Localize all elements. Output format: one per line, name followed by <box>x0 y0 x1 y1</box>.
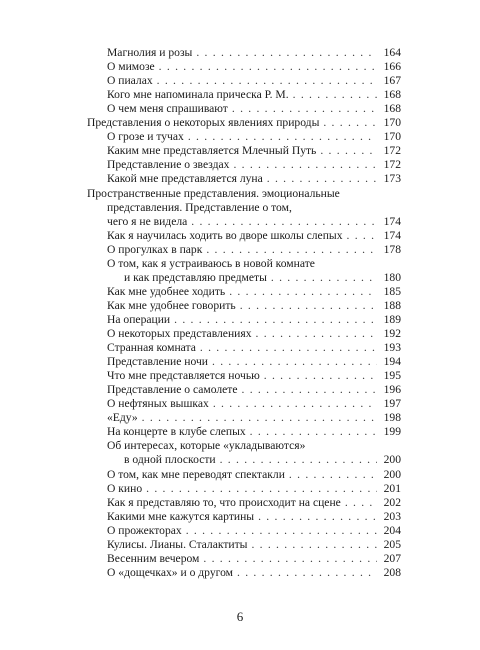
dot-leader <box>159 60 377 74</box>
toc-entry-title-line: представления. Представление о том, <box>107 200 292 214</box>
dot-leader <box>174 313 377 327</box>
toc-entry-page: 208 <box>383 565 401 579</box>
dot-leader <box>229 285 377 299</box>
toc-entry-page: 198 <box>383 411 401 425</box>
toc-entry-page: 170 <box>383 130 401 144</box>
dot-leader <box>267 172 377 186</box>
dot-leader <box>251 538 377 552</box>
toc-entry-page: 164 <box>383 46 401 59</box>
toc-entry <box>107 215 401 229</box>
dot-leader <box>320 144 377 158</box>
toc-entry <box>107 144 401 158</box>
toc-entry-title: Магнолия и розы <box>107 46 193 59</box>
toc-entry-page: 172 <box>383 144 401 158</box>
toc-entry-title: Каким мне представляется Млечный Путь <box>107 144 317 158</box>
toc-entry-title: Кого мне напоминала прическа Р. М. <box>107 88 289 102</box>
toc-entry-title: О некоторых представлениях <box>107 327 252 340</box>
toc-entry-title: Весенним вечером <box>107 551 200 565</box>
toc-entry-page: 201 <box>383 481 401 495</box>
toc-entry-title: На концерте в клубе слепых <box>107 425 246 439</box>
toc-entry-page: 170 <box>383 116 401 130</box>
toc-entry <box>107 383 401 397</box>
toc-entry <box>107 341 401 355</box>
toc-entry-page: 192 <box>383 327 401 340</box>
toc-entry-page: 172 <box>383 158 401 172</box>
toc-entry-title: О прогулках в парк <box>107 242 203 256</box>
toc-entry-title-line: О том, как я устраиваюсь в новой комнате <box>107 256 315 270</box>
toc-entry-page: 167 <box>383 74 401 88</box>
toc-entry-page: 166 <box>383 60 401 74</box>
toc-entry-title: в одной плоскости <box>124 453 216 467</box>
toc-entry <box>107 510 401 524</box>
toc-entry-page: 173 <box>383 172 401 186</box>
toc-entry-page: 193 <box>383 341 401 355</box>
toc-entry-title: Представления о некоторых явлениях природы <box>87 116 320 130</box>
toc-entry-title: Кулисы. Лианы. Сталактиты <box>107 537 248 551</box>
toc-entry-page: 174 <box>383 228 401 242</box>
toc-entry-title: О кино <box>107 481 143 495</box>
toc-entry <box>107 130 401 144</box>
toc-entry-page: 168 <box>383 88 401 102</box>
toc-entry <box>107 46 401 60</box>
toc-entry-page: 200 <box>383 453 401 467</box>
toc-entry-title: «Еду» <box>107 411 138 425</box>
dot-leader <box>233 158 377 172</box>
dot-leader <box>256 327 378 341</box>
toc-entry <box>107 313 401 327</box>
toc-entry-page: 203 <box>383 509 401 523</box>
toc-entry <box>87 116 401 130</box>
toc-entry-title: Как я научилась ходить во дворе школы слепых <box>107 228 343 242</box>
toc-entry-title-line: Об интересах, которые «укладываются» <box>107 439 306 453</box>
toc-entry-page: 205 <box>383 537 401 551</box>
toc-entry <box>107 496 401 510</box>
toc-entry-title: О чем меня спрашивают <box>107 102 228 116</box>
toc-entry-title: Как я представляю то, что происходит на сцене <box>107 495 341 509</box>
dot-leader <box>188 130 377 144</box>
dot-leader <box>206 243 377 257</box>
toc-entry-title: О том, как мне переводят спектакли <box>107 467 285 481</box>
dot-leader <box>213 397 377 411</box>
page-number: 6 <box>236 609 244 624</box>
toc-entry-title: Какими мне кажутся картины <box>107 509 255 523</box>
toc-entry-title: чего я не видела <box>107 214 188 228</box>
toc-entry-title: О пиалах <box>107 74 153 88</box>
toc-entry <box>107 60 401 74</box>
dot-leader <box>142 411 377 425</box>
dot-leader <box>323 116 377 130</box>
toc-entry-page: 200 <box>383 467 401 481</box>
dot-leader <box>293 88 377 102</box>
toc-entry-page: 188 <box>383 298 401 312</box>
dot-leader <box>347 229 378 243</box>
dot-leader <box>250 425 377 439</box>
toc-entry <box>107 172 401 186</box>
toc-entry-title: Представление о звездах <box>107 158 230 172</box>
toc-entry-title: Как мне удобнее говорить <box>107 298 236 312</box>
toc-entry-page: 178 <box>383 242 401 256</box>
dot-leader <box>232 102 377 116</box>
dot-leader <box>157 74 377 88</box>
dot-leader <box>196 46 377 60</box>
toc-entry <box>107 299 401 313</box>
toc-entry <box>107 102 401 116</box>
toc-entry <box>107 524 401 538</box>
dot-leader <box>186 524 377 538</box>
toc-entry-page: 168 <box>383 102 401 116</box>
toc-entry <box>124 271 401 285</box>
dot-leader <box>237 566 377 580</box>
dot-leader <box>212 355 377 369</box>
toc-entry <box>107 327 401 341</box>
toc-entry <box>107 552 401 566</box>
toc-entry <box>107 285 401 299</box>
toc-entry <box>107 411 401 425</box>
toc-entry-page: 189 <box>383 312 401 326</box>
dot-leader <box>191 215 377 229</box>
toc-entry <box>107 158 401 172</box>
toc-entry <box>107 397 401 411</box>
toc-entry <box>107 468 401 482</box>
toc-entry-page: 185 <box>383 284 401 298</box>
toc-entry-title: О грозе и тучах <box>107 130 184 144</box>
toc-entry <box>107 229 401 243</box>
dot-leader <box>289 468 377 482</box>
dot-leader <box>271 271 377 285</box>
toc-entry <box>107 243 401 257</box>
toc-entry <box>124 453 401 467</box>
toc-entry-title: О мимозе <box>107 60 155 74</box>
dot-leader <box>146 482 377 496</box>
dot-leader <box>200 341 377 355</box>
dot-leader <box>203 552 377 566</box>
dot-leader <box>220 453 377 467</box>
toc-entry-title: и как представляю предметы <box>124 270 267 284</box>
toc-entry-title: Странная комната <box>107 341 196 355</box>
toc-entry-page: 199 <box>383 425 401 439</box>
toc-entry <box>107 355 401 369</box>
toc-entry-title: Что мне представляется ночью <box>107 369 260 383</box>
dot-leader <box>242 383 377 397</box>
toc-entry-title: Какой мне представляется луна <box>107 172 263 186</box>
toc-entry <box>107 566 401 580</box>
toc-entry-title: Представление ночи <box>107 355 209 369</box>
toc-entry-title: Представление о самолете <box>107 383 238 397</box>
toc-entry-title: О «дощечках» и о другом <box>107 565 233 579</box>
toc-entry-page: 194 <box>383 355 401 369</box>
toc-entry <box>107 482 401 496</box>
toc-entry <box>107 369 401 383</box>
toc-entry-page: 195 <box>383 369 401 383</box>
toc-entry-page: 204 <box>383 523 401 537</box>
toc-entry-page: 202 <box>383 495 401 509</box>
dot-leader <box>264 369 377 383</box>
toc-entry-page: 174 <box>383 214 401 228</box>
toc-entry-title: Как мне удобнее ходить <box>107 284 226 298</box>
toc-entry <box>107 74 401 88</box>
toc-entry <box>107 88 401 102</box>
toc-entry-page: 197 <box>383 397 401 411</box>
toc-entry <box>107 425 401 439</box>
toc-entry-page: 207 <box>383 551 401 565</box>
toc-entry <box>107 538 401 552</box>
toc-entry-page: 196 <box>383 383 401 397</box>
toc-entry-title: О нефтяных вышках <box>107 397 209 411</box>
toc-entry-title: О прожекторах <box>107 523 182 537</box>
dot-leader <box>258 510 377 524</box>
toc-entry-title: На операции <box>107 312 171 326</box>
toc-entry-title-line: Пространственные представления. эмоциональные <box>87 186 340 200</box>
dot-leader <box>345 496 377 510</box>
dot-leader <box>240 299 377 313</box>
toc-entry-page: 180 <box>383 270 401 284</box>
